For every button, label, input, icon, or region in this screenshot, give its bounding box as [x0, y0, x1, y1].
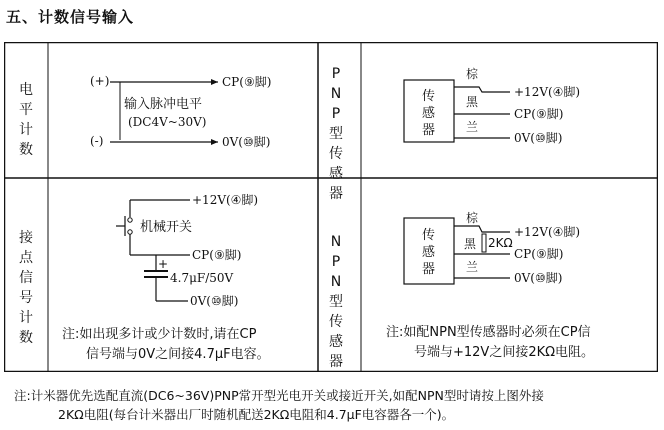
pnp-12v: +12V(④脚)	[514, 85, 581, 99]
level-ov-label: 0V(⑩脚)	[222, 135, 271, 149]
npn-black: 黑	[464, 237, 477, 251]
pnp-sensor-char-1: 传	[422, 89, 436, 104]
pnp-panel	[404, 66, 580, 145]
label-npn: N P N 型 传 感 器	[329, 234, 343, 370]
npn-sensor-char-1: 传	[422, 228, 436, 243]
level-cp-label: CP(⑨脚)	[222, 75, 272, 89]
pnp-sensor-char-2: 感	[422, 106, 436, 121]
switch-contact-top	[128, 218, 132, 222]
contact-cap-label: 4.7μF/50V	[170, 271, 234, 285]
pnp-brown: 棕	[466, 67, 479, 81]
contact-note-1: 注:如出现多计或少计数时,请在CP	[62, 327, 257, 342]
level-minus: (-)	[90, 134, 104, 148]
label-level: 电 平 计 数	[19, 82, 33, 158]
pnp-blue: 兰	[466, 120, 479, 134]
footnote-line-1: 注:计米器优先选配直流(DC6~36V)PNP常开型光电开关或接近开关,如配NPN型时请按上图外接	[14, 388, 544, 403]
contact-note-2: 信号端与0V之间接4.7μF电容。	[86, 347, 270, 362]
level-desc-1: 输入脉冲电平	[124, 97, 203, 112]
npn-brown: 棕	[466, 211, 479, 225]
npn-panel	[386, 210, 594, 360]
contact-cp: CP(⑨脚)	[192, 248, 242, 262]
pnp-sensor-char-3: 器	[422, 123, 436, 138]
npn-sensor-char-2: 感	[422, 245, 436, 260]
pnp-brown-wire	[454, 87, 510, 92]
section-title: 五、计数信号输入	[6, 8, 135, 26]
label-pnp: P N P 型 传 感 器	[329, 66, 343, 202]
level-panel	[90, 74, 271, 149]
contact-12v: +12V(④脚)	[192, 193, 259, 207]
level-desc-2: (DC4V~30V)	[128, 115, 207, 129]
capacitor-plus: +	[158, 257, 169, 271]
pnp-cp: CP(⑨脚)	[514, 107, 564, 121]
switch-contact-bottom	[128, 230, 132, 234]
npn-note-2: 号端与+12V之间接2KΩ电阻。	[414, 345, 595, 360]
footnote-line-2: 2KΩ电阻(每台计米器出厂时随机配送2KΩ电阻和4.7μF电容器各一个)。	[58, 407, 455, 422]
npn-resistor	[482, 234, 486, 252]
npn-12v: +12V(④脚)	[514, 225, 581, 239]
npn-note-1: 注:如配NPN型传感器时必须在CP信	[386, 325, 591, 340]
contact-ov: 0V(⑩脚)	[190, 294, 239, 308]
level-plus: (+)	[90, 74, 110, 88]
npn-res-label: 2KΩ	[488, 236, 513, 250]
npn-sensor-char-3: 器	[422, 262, 436, 277]
contact-switch-label: 机械开关	[140, 220, 193, 235]
npn-brown-wire	[454, 226, 510, 232]
pnp-black: 黑	[466, 95, 479, 109]
contact-panel	[62, 192, 270, 362]
pnp-ov: 0V(⑩脚)	[514, 131, 563, 145]
npn-blue: 兰	[466, 260, 479, 274]
npn-cp: CP(⑨脚)	[514, 247, 564, 261]
npn-ov: 0V(⑩脚)	[514, 271, 563, 285]
label-contact: 接 点 信 号 计 数	[19, 230, 33, 346]
footnote	[14, 386, 654, 424]
